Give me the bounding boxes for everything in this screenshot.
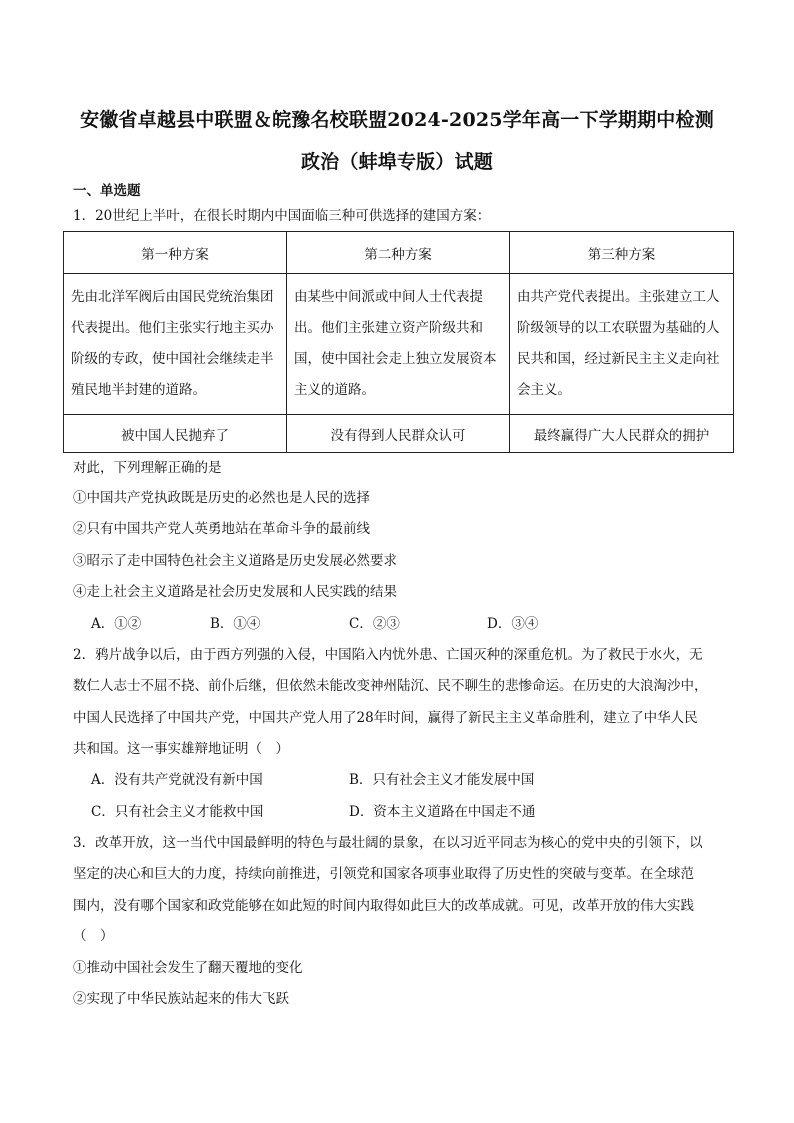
q1-prompt: 对此，下列理解正确的是 <box>73 460 222 476</box>
table-header-cell: 第一种方案 <box>64 232 287 274</box>
q2-option-a[interactable]: A．没有共产党就没有新中国 <box>91 772 263 788</box>
q2-stem-line: 中国人民选择了中国共产党，中国共产党人用了28年时间，赢得了新民主主义革命胜利，建立了中华人民 <box>73 710 698 726</box>
q1-option-d[interactable]: D．③④ <box>487 616 539 632</box>
q1-stem: 1．20世纪上半叶，在很长时期内中国面临三种可供选择的建国方案： <box>73 208 491 224</box>
table-header-cell: 第三种方案 <box>510 232 734 274</box>
q3-statement: ②实现了中华民族站起来的伟大飞跃 <box>73 991 289 1007</box>
table-row <box>64 274 734 415</box>
table-cell-description: 由共产党代表提出。主张建立工人阶级领导的以工农联盟为基础的人民共和国，经过新民主主义走向社会主义。 <box>510 274 734 415</box>
q3-stem-line: 坚定的决心和巨大的力度，持续向前推进，引领党和国家各项事业取得了历史性的突破与变革。在全球范 <box>73 866 694 882</box>
q2-stem-line: 2．鸦片战争以后，由于西方列强的入侵，中国陷入内忧外患、亡国灭种的深重危机。为了救民于水火，无 <box>73 647 703 663</box>
q2-stem-line: 共和国。这一事实雄辩地证明（ ） <box>73 741 289 757</box>
q1-statement: ②只有中国共产党人英勇地站在革命斗争的最前线 <box>73 521 370 537</box>
q2-option-b[interactable]: B．只有社会主义才能发展中国 <box>349 772 535 788</box>
q3-statement: ①推动中国社会发生了翻天覆地的变化 <box>73 960 303 976</box>
q1-statement: ④走上社会主义道路是社会历史发展和人民实践的结果 <box>73 584 397 600</box>
table-cell-result: 最终赢得广大人民群众的拥护 <box>510 415 734 453</box>
section-heading: 一、单选题 <box>73 183 141 199</box>
table-cell-result: 没有得到人民群众认可 <box>287 415 510 453</box>
table-header-cell: 第二种方案 <box>287 232 510 274</box>
q1-option-c[interactable]: C．②③ <box>349 616 400 632</box>
q1-statement: ①中国共产党执政既是历史的必然也是人民的选择 <box>73 490 370 506</box>
q3-stem-line: 围内，没有哪个国家和政党能够在如此短的时间内取得如此巨大的改革成就。可见，改革开放的伟大实践 <box>73 898 694 914</box>
q2-option-d[interactable]: D．资本主义道路在中国走不通 <box>349 804 536 820</box>
q3-stem-line: （ ） <box>73 928 114 944</box>
q2-option-c[interactable]: C．只有社会主义才能救中国 <box>91 804 264 820</box>
q1-statement: ③昭示了走中国特色社会主义道路是历史发展必然要求 <box>73 553 397 569</box>
q1-option-b[interactable]: B．①④ <box>210 616 261 632</box>
document-title-line2: 政治（蚌埠专版）试题 <box>300 151 493 173</box>
table-cell-result: 被中国人民抛弃了 <box>64 415 287 453</box>
q1-option-a[interactable]: A．①② <box>91 616 142 632</box>
scheme-table <box>63 231 734 453</box>
table-cell-description: 先由北洋军阀后由国民党统治集团代表提出。他们主张实行地主买办阶级的专政，使中国社会继续走半殖民地半封建的道路。 <box>64 274 287 415</box>
table-cell-description: 由某些中间派或中间人士代表提出。他们主张建立资产阶级共和国，使中国社会走上独立发展资本主义的道路。 <box>287 274 510 415</box>
table-header-row <box>64 232 734 274</box>
q2-stem-line: 数仁人志士不屈不挠、前仆后继，但依然未能改变神州陆沉、民不聊生的悲惨命运。在历史的大浪淘沙中， <box>73 678 708 694</box>
table-row <box>64 415 734 453</box>
document-title-line1: 安徽省卓越县中联盟＆皖豫名校联盟2024-2025学年高一下学期期中检测 <box>80 109 714 131</box>
q3-stem-line: 3．改革开放，这一当代中国最鲜明的特色与最壮阔的景象，在以习近平同志为核心的党中央的引领下，以 <box>73 835 703 851</box>
